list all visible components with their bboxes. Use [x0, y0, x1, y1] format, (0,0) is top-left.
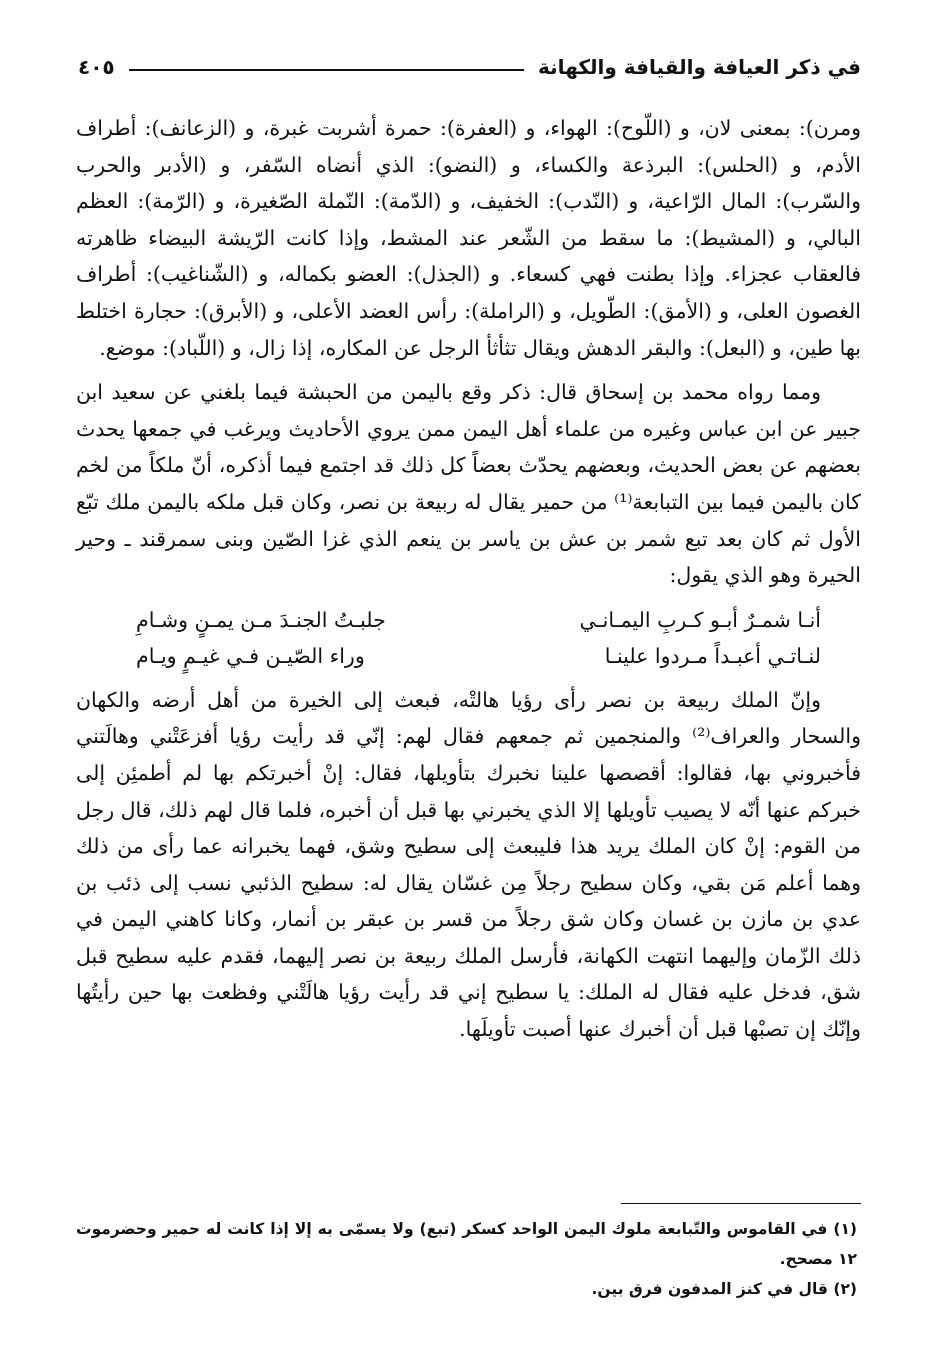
- footnotes: [76, 1214, 857, 1304]
- poem-verses: [76, 602, 861, 674]
- verse-second-hemistich: وراء الصّيـن فـي غيـمٍ ويـام: [136, 643, 365, 668]
- verse-second-hemistich: جلبـتُ الجنـدَ مـن يمـنٍ وشـامِ: [136, 607, 386, 632]
- verse-first-hemistich: أنـا شمـرٌ أبـو كـربِ اليمـانـي: [579, 607, 821, 632]
- verse-line: [136, 638, 821, 674]
- paragraph-rabia-dream: وإنّ الملك ربيعة بن نصر رأى رؤيا هالتْه، فبعث إلى الخيرة من أهل أرضه والكهان والسحار والعراف⁽²⁾ والمنجمين ثم جمعهم فقال لهم: إنّي قد رأيت رؤيا أفزعَتْني وهالَتني فأخبروني بها، فقالوا: أقصصها علينا نخبرك بتأويلها، فقال: إنْ أخبرتكم بها لم أطمئِن إلى خبركم عنها أنّه لا يصيب تأويلها إلا الذي يخبرني بها قبل أن أخبره، فلما قال لهم ذلك، قال رجل من القوم: إنْ كان الملك يريد هذا فليبعث إلى سطيح وشق، فهما يخبرانه عما رأى من ذلك وهما أعلم مَن بقي، وكان سطيح رجلاً مِن غسّان يقال له: سطيح الذئبي نسب إلى ذئب بن عدي بن مازن بن غسان وكان شق رجلاً من قسر بن عبقر بن أنمار، وكانا كاهني اليمن في ذلك الزّمان وإليهما انتهت الكهانة، فأرسل الملك ربيعة بن نصر إليهما، فقدم عليه سطيح قبل شق، فدخل عليه فقال له الملك: يا سطيح إني قد رأيت رؤيا هالَتْني وفظعت بها حين رأيتُها وإنّك إن تصبْها قبل أن أخبرك عنها أصبت تأويلَها.: [76, 687, 861, 1042]
- paragraph-ibn-ishaq-narration: ومما رواه محمد بن إسحاق قال: ذكر وقع باليمن من الحبشة فيما بلغني عن سعيد ابن جبير عن ابن عباس وغيره من علماء أهل اليمن ممن يروي الأحاديث ويرغب في جمعها يحدث بعضهم عن بعض الحديث، وبعضهم يحدّث بعضاً كل ذلك قد اجتمع فيما أذكره، أنّ ملكاً من لخم كان باليمن فيما بين التبابعة⁽¹⁾ من حمير يقال له ربيعة بن نصر، وكان قبل ملكه باليمن ملك تبّع الأول ثم كان بعد تبع شمر بن عش بن ياسر بن ينعم الذي غزا الصّين وبنى سمرقند ـ وحير الحيرة وهو الذي يقول:: [76, 380, 861, 588]
- body-text: [76, 110, 861, 1048]
- running-title: في ذكر العيافة والقيافة والكهانة: [538, 55, 861, 79]
- page-number: ٤٠٥: [78, 55, 115, 79]
- verse-line: [136, 602, 821, 638]
- paragraph-glossary: ومرن): بمعنى لان، و (اللّوح): الهواء، و (العفرة): حمرة أشربت غبرة، و (الزعانف): أطراف الأدم، و (الحلس): البرذعة والكساء، و (النضو): الذي أنضاه السّفر، و (الأدبر والحرب والسّرب): المال الرّاعية، و (النّدب): الخفيف، و (الدّمة): النّملة الصّغيرة، و (الرّمة): العظم البالي، و (المشيط): ما سقط من الشّعر عند المشط، وإذا كانت الرّيشة البيضاء ظاهرته فالعقاب عجزاء. وإذا بطنت فهي كسعاء. و (الجذل): العضو بكماله، و (الشّناغيب): أطراف الغصون العلى، و (الأمق): الطّويل، و (الراملة): رأس العضد الأعلى، و (الأبرق): حجارة اختلط بها طين، و (البعل): والبقر الدهش ويقال تثأثأ الرجل عن المكاره، إذا زال، و (اللّباد): موضع.: [76, 116, 861, 360]
- page-header: [78, 50, 861, 84]
- verse-first-hemistich: لنـاتـي أعبـداً مـردوا علينـا: [604, 643, 821, 668]
- header-rule: [129, 69, 524, 71]
- footnote-1: (١) في القاموس والتّبابعة ملوك اليمن الواحد كسكر (تبع) ولا يسمّى به إلا إذا كانت له حمير وحضرموت ١٢ مصحح.: [76, 1220, 857, 1268]
- footnote-separator: [621, 1203, 861, 1204]
- footnote-2: (٢) قال في كنز المدفون فرق بين.: [591, 1280, 857, 1298]
